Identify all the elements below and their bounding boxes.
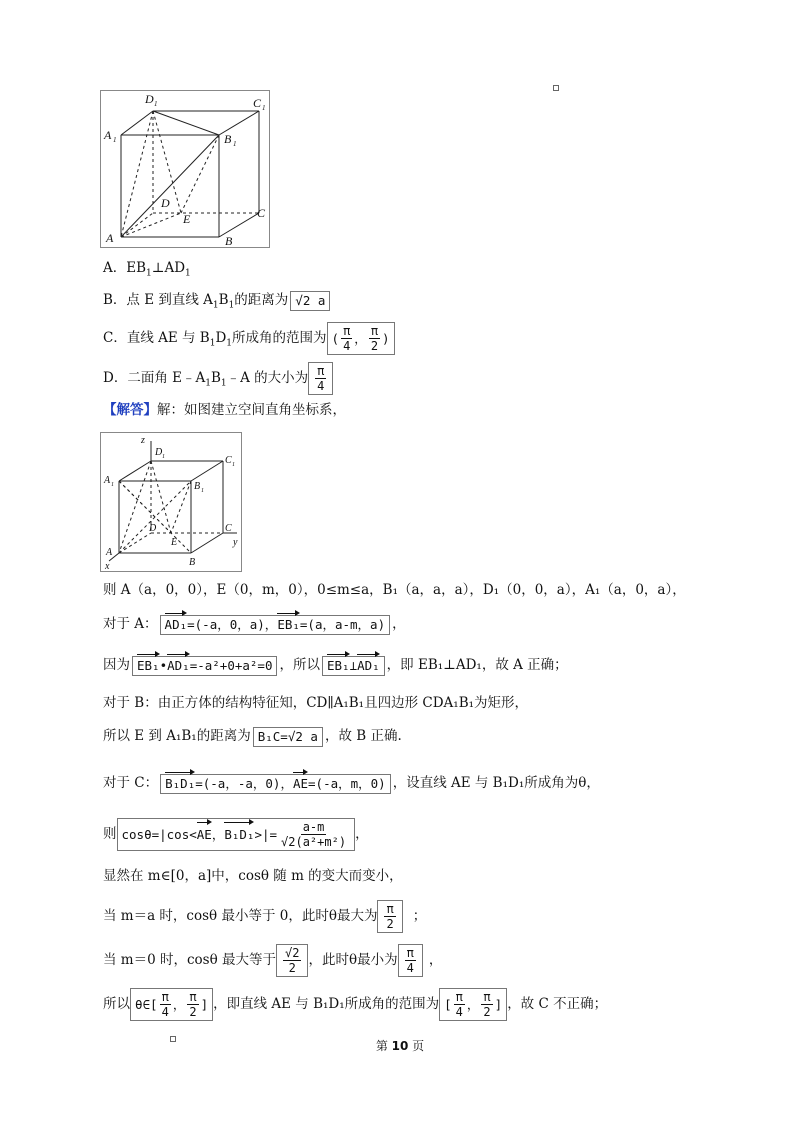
label-d: D (161, 196, 170, 210)
page-footer: 第 10 页 (375, 1039, 425, 1053)
dot-product-box: EB₁•AD₁=-a²+0+a²=0 (132, 656, 277, 676)
cube-figure-1 (100, 90, 270, 248)
because-line: 因为 EB₁•AD₁=-a²+0+a²=0 ，所以 EB₁⊥AD₁ ，即 EB₁⊥AD₁，故 A 正确； (103, 655, 568, 676)
cos-max-box: $\frac{√2}{2}$ (276, 944, 308, 977)
cube-diagram-1 (101, 91, 269, 247)
for-a-line: 对于 A： AD₁=(-a，0，a)，EB₁=(a，a-m，a) ， (103, 614, 406, 635)
label-b: B (225, 234, 233, 247)
svg-text:A: A (104, 475, 111, 486)
label-a: A (106, 231, 114, 245)
svg-text:D: D (149, 523, 157, 534)
option-d-value: $\frac{\pi}{4}$ (308, 362, 333, 395)
svg-text:1: 1 (111, 482, 114, 488)
coords-line: 则 A（a，0，0），E（0，m，0），0≤m≤a，B₁（a，a，a），D₁（0，0，a），A₁（a，0，a）， (103, 582, 686, 598)
svg-text:1: 1 (201, 488, 204, 494)
for-c-line: 对于 C： B₁D₁=(-a，-a，0)，AE=(-a，m，0) ，设直线 AE 与 B₁D₁所成角为θ， (103, 773, 600, 794)
cos-formula-box: cosθ=|cos< AE ， B₁D₁ >|= $\frac{a-m}{\text{√2(a²+m²)}}$ (117, 818, 356, 851)
angle-range-box: [ $\frac{\pi}{4}$ ， $\frac{\pi}{2}$ ] (439, 988, 507, 1021)
corner-mark (553, 85, 559, 91)
svg-text:C: C (225, 455, 232, 466)
label-a1: A (104, 128, 112, 142)
solution-intro: 【解答】解：如图建立空间直角坐标系， (103, 402, 346, 418)
label-b1: B (224, 132, 232, 146)
axis-y: y (233, 537, 238, 548)
so-line: 所以 θ∈[ $\frac{\pi}{4}$ ， $\frac{\pi}{2}$ ] ，即直线 AE 与 B₁D₁所成角的范围为 [ $\frac{\pi}{4}$ ， $\frac{\pi}{2}$ ] ，故 C 不正确； (103, 990, 608, 1019)
cube-figure-2 (100, 432, 242, 572)
then-line: 则 cosθ=|cos< AE ， B₁D₁ >|= $\frac{a-m}{\text{√2(a²+m²)}}$ ， (103, 820, 369, 849)
theta-max-box: $\frac{\pi}{2}$ (377, 900, 402, 933)
svg-text:1: 1 (162, 454, 165, 460)
svg-text:1: 1 (233, 140, 237, 148)
svg-text:E: E (171, 537, 178, 548)
when-1-line: 当 m＝a 时，cosθ 最小等于 0，此时θ最大为 $\frac{\pi}{2}$ ； (103, 902, 427, 931)
axis-z: z (141, 435, 145, 446)
obvious-line: 显然在 m∈[0，a]中，cosθ 随 m 的变大而变小， (103, 868, 403, 884)
axis-x: x (105, 561, 110, 571)
solution-tag: 【解答】 (103, 402, 157, 418)
label-c1: C (253, 96, 262, 110)
option-a: A．$EB_1\perp AD_1$ (103, 260, 191, 279)
perp-box: EB₁⊥AD₁ (322, 656, 385, 676)
option-c: C．直线 AE 与 $B_1D_1$所成角的范围为 ( $\frac{\pi}{4}$ ， $\frac{\pi}{2}$ ) (103, 322, 395, 354)
for-a-vectors: AD₁=(-a，0，a)，EB₁=(a，a-m，a) (160, 615, 391, 635)
svg-text:1: 1 (262, 104, 266, 112)
svg-text:1: 1 (113, 136, 117, 144)
svg-text:C: C (225, 523, 232, 534)
option-b-value: √2 a (290, 291, 330, 311)
svg-text:B: B (189, 557, 196, 568)
when-2-line: 当 m＝0 时，cosθ 最大等于 $\frac{√2}{2}$ ，此时θ最小为 $\frac{\pi}{4}$ ， (103, 946, 443, 975)
svg-text:A: A (106, 547, 113, 558)
cube-diagram-2 (101, 433, 241, 571)
page-number: 10 (391, 1039, 409, 1053)
label-c: C (257, 206, 266, 220)
svg-text:1: 1 (154, 100, 158, 108)
option-b: B．点 E 到直线 $A_1B_1$的距离为 √2 a (103, 290, 332, 316)
theta-min-box: $\frac{\pi}{4}$ (398, 944, 423, 977)
so-b-line: 所以 E 到 A₁B₁的距离为 B₁C=√2 a ，故 B 正确. (103, 726, 402, 747)
svg-text:D: D (155, 447, 163, 458)
for-c-vectors: B₁D₁=(-a，-a，0)，AE=(-a，m，0) (160, 774, 391, 794)
svg-text:B: B (194, 481, 201, 492)
svg-text:1: 1 (232, 462, 235, 468)
label-d1: D (145, 92, 154, 106)
theta-range-box: θ∈[ $\frac{\pi}{4}$ ， $\frac{\pi}{2}$ ] (130, 988, 213, 1021)
option-c-range: ( $\frac{\pi}{4}$ ， $\frac{\pi}{2}$ ) (327, 322, 395, 355)
label-e: E (183, 212, 191, 226)
distance-box: B₁C=√2 a (253, 727, 323, 747)
for-b-line: 对于 B：由正方体的结构特征知，CD∥A₁B₁且四边形 CDA₁B₁为矩形， (103, 695, 529, 711)
option-d: D．二面角 $E﹣A_1B_1﹣A$ 的大小为 $\frac{\pi}{4}$ (103, 362, 333, 396)
